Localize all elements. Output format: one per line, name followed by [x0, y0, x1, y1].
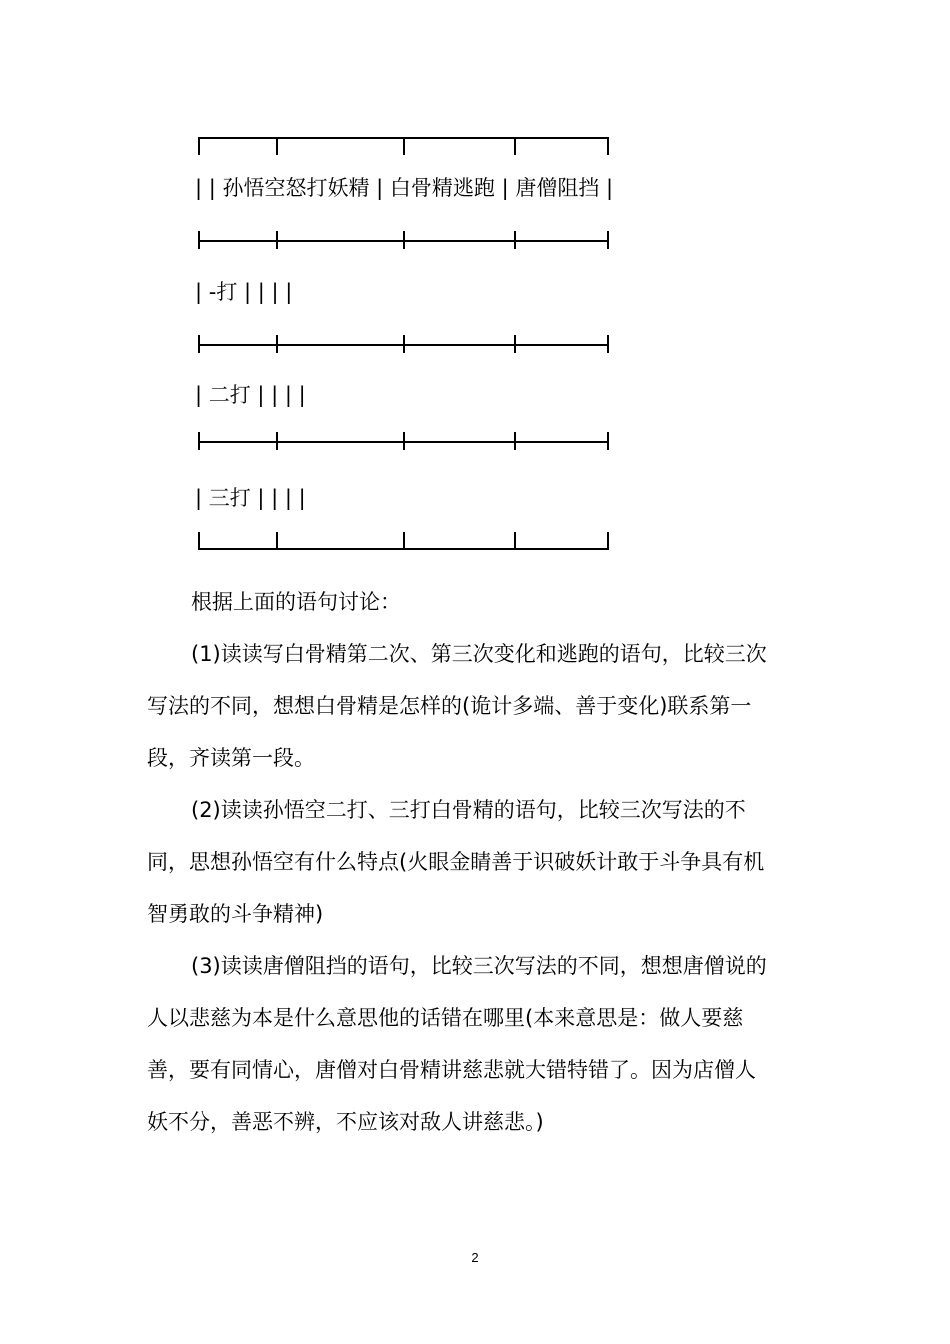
- table-tick: [607, 532, 609, 550]
- intro-line: 根据上面的语句讨论：: [191, 590, 401, 614]
- table-tick: [276, 432, 278, 450]
- table-tick: [607, 231, 609, 249]
- table-row: | 二打 | | | |: [195, 383, 306, 407]
- table-tick: [403, 137, 405, 155]
- table-tick: [198, 532, 200, 550]
- table-tick: [403, 335, 405, 353]
- table-tick: [607, 432, 609, 450]
- table-tick: [403, 532, 405, 550]
- table-tick: [198, 335, 200, 353]
- paragraph-3-line: (3)读读唐僧阻挡的语句，比较三次写法的不同，想想唐僧说的: [191, 954, 767, 978]
- table-row: | -打 | | | |: [195, 280, 293, 304]
- paragraph-1-line: 写法的不同，想想白骨精是怎样的(诡计多端、善于变化)联系第一: [147, 694, 752, 718]
- table-tick: [276, 532, 278, 550]
- table-tick: [403, 231, 405, 249]
- paragraph-2-line: 同，思想孙悟空有什么特点(火眼金睛善于识破妖计敢于斗争具有机: [147, 850, 765, 874]
- table-tick: [198, 432, 200, 450]
- table-tick: [276, 137, 278, 155]
- table-tick: [514, 432, 516, 450]
- paragraph-3-line: 妖不分，善恶不辨，不应该对敌人讲慈悲。): [147, 1110, 544, 1134]
- paragraph-2-line: (2)读读孙悟空二打、三打白骨精的语句，比较三次写法的不: [191, 798, 746, 822]
- table-row: | 三打 | | | |: [195, 486, 306, 510]
- table-tick: [276, 231, 278, 249]
- table-tick: [514, 231, 516, 249]
- table-tick: [198, 231, 200, 249]
- page-number: 2: [471, 1250, 479, 1265]
- table-tick: [514, 137, 516, 155]
- paragraph-3-line: 善，要有同情心，唐僧对白骨精讲慈悲就大错特错了。因为店僧人: [147, 1058, 756, 1082]
- paragraph-1-line: 段，齐读第一段。: [147, 746, 315, 770]
- table-tick: [514, 335, 516, 353]
- table-tick: [198, 137, 200, 155]
- body-text: [147, 576, 807, 1148]
- paragraph-1-line: (1)读读写白骨精第二次、第三次变化和逃跑的语句，比较三次: [191, 642, 767, 666]
- paragraph-3-line: 人以悲慈为本是什么意思他的话错在哪里(本来意思是：做人要慈: [147, 1006, 744, 1030]
- table-tick: [607, 137, 609, 155]
- table-tick: [514, 532, 516, 550]
- table-tick: [403, 432, 405, 450]
- table-tick: [276, 335, 278, 353]
- table-tick: [607, 335, 609, 353]
- paragraph-2-line: 智勇敢的斗争精神): [147, 902, 324, 926]
- table-header-row: | | 孙悟空怒打妖精 | 白骨精逃跑 | 唐僧阻挡 |: [195, 176, 614, 200]
